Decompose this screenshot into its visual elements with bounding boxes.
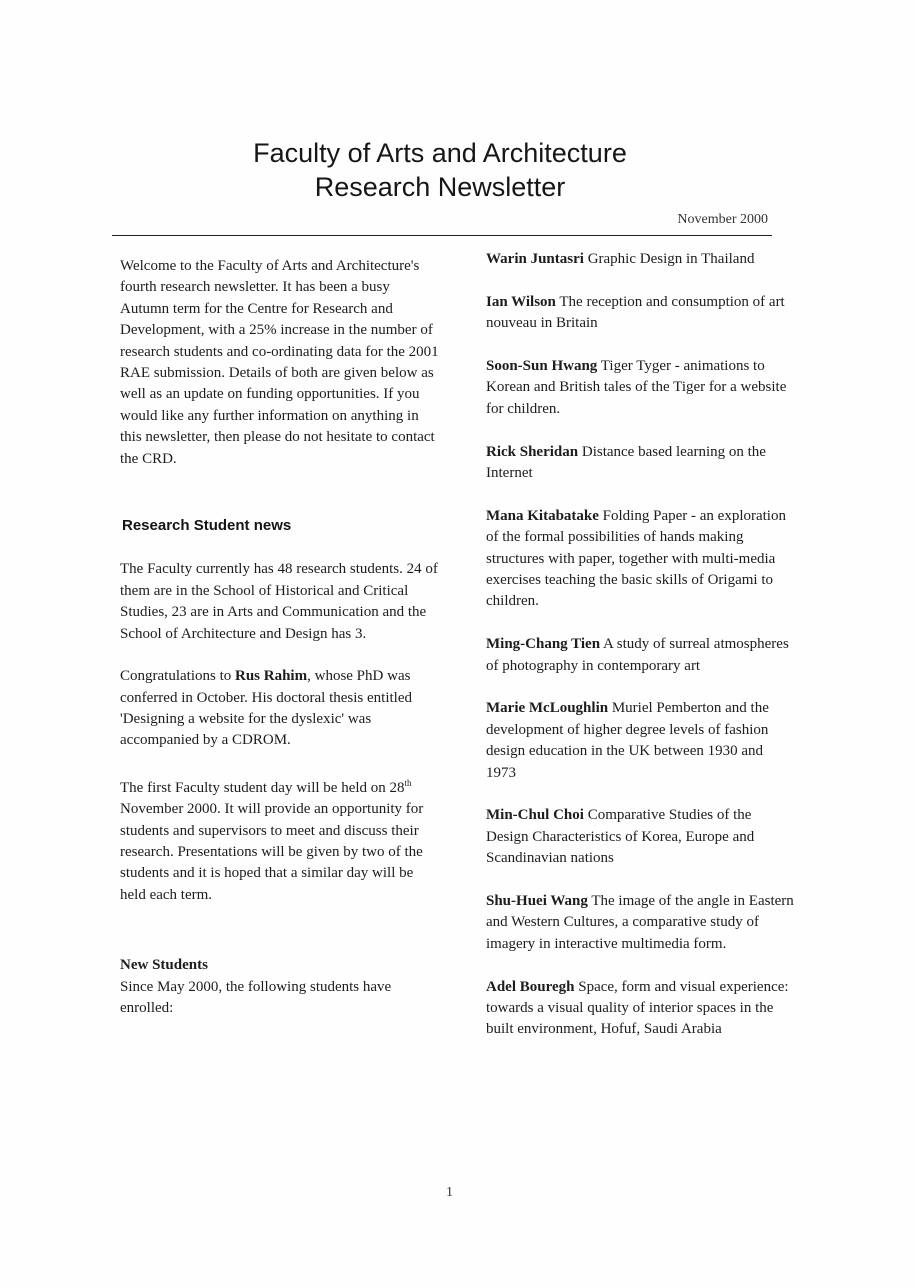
student-entry	[486, 506, 796, 613]
congratulations-paragraph	[120, 666, 440, 752]
left-column	[120, 256, 440, 1019]
student-day-text-after: November 2000. It will provide an opportunity for students and supervisors to meet and discuss their research. Presentations will be given by two of the students and it is hoped that a similar day will be held each term.	[120, 801, 424, 903]
student-topic: Muriel Pemberton and the development of higher degree levels of fashion design education in the UK between 1930 and 1973	[486, 700, 769, 781]
student-name: Shu-Huei Wang	[486, 893, 588, 910]
student-name: Mana Kitabatake	[486, 507, 599, 524]
student-topic: Folding Paper - an exploration of the formal possibilities of hands making structures with paper, together with multi-media exercises teaching the basic skills of Origami to children.	[486, 507, 786, 610]
student-topic: Graphic Design in Thailand	[583, 251, 755, 267]
student-topic: Distance based learning on the Internet	[486, 443, 766, 482]
congratulations-text-before: Congratulations to	[120, 668, 235, 685]
title-line-1: Faculty of Arts and Architecture	[253, 138, 627, 168]
student-name: Adel Bouregh	[486, 978, 575, 995]
student-name: Soon-Sun Hwang	[486, 358, 598, 374]
student-entry	[486, 805, 796, 869]
newsletter-title	[110, 136, 770, 204]
intro-paragraph: Welcome to the Faculty of Arts and Architecture's fourth research newsletter. It has been a busy Autumn term for the Centre for Research and Development, with a 25% increase in the number of research students and co-ordinating data for the 2001 RAE submission. Details of both are given below as well as an update on funding opportunities. If you would like any further information on anything in this newsletter, then please do not hesitate to contact the CRD.	[120, 258, 439, 467]
student-entry	[486, 249, 796, 270]
title-line-2: Research Newsletter	[314, 172, 566, 202]
student-topic: Comparative Studies of the Design Characteristics of Korea, Europe and Scandinavian nations	[486, 807, 755, 867]
student-topic: The reception and consumption of art nouveau in Britain	[486, 293, 785, 332]
student-day-text-before: The first Faculty student day will be held on 28	[120, 779, 405, 796]
student-topic: Space, form and visual experience: towards a visual quality of interior spaces in the built environment, Hofuf, Saudi Arabia	[486, 978, 789, 1038]
page-number: 1	[446, 1185, 453, 1200]
student-entry	[486, 442, 796, 485]
student-entry	[486, 356, 796, 420]
student-day-paragraph	[120, 773, 440, 906]
research-student-news-heading: Research Student news	[122, 517, 292, 535]
new-students-intro: Since May 2000, the following students have enrolled:	[120, 978, 392, 1016]
header-divider	[112, 235, 772, 236]
student-count-paragraph: The Faculty currently has 48 research students. 24 of them are in the School of Historical and Critical Studies, 23 are in Arts and Communication and the School of Architecture and Design has 3.	[120, 561, 438, 642]
date-suffix: th	[404, 777, 412, 788]
congratulations-text-after: , whose PhD was conferred in October. His doctoral thesis entitled 'Designing a website for the dyslexic' was accompanied by a CDROM.	[120, 668, 412, 749]
student-entry	[486, 292, 796, 335]
student-name: Marie McLoughlin	[486, 700, 609, 717]
student-entry	[486, 977, 796, 1041]
student-name: Min-Chul Choi	[486, 807, 584, 824]
student-name: Warin Juntasri	[486, 251, 584, 267]
student-topic: A study of surreal atmospheres of photography in contemporary art	[486, 636, 789, 674]
student-name: Ian Wilson	[486, 293, 556, 310]
student-entry	[486, 634, 796, 677]
student-entry	[486, 891, 796, 955]
graduate-name: Rus Rahim	[235, 668, 308, 685]
student-topic: Tiger Tyger - animations to Korean and British tales of the Tiger for a website for children.	[486, 358, 787, 417]
new-students-heading: New Students	[120, 957, 208, 974]
student-name: Rick Sheridan	[486, 443, 579, 460]
student-name: Ming-Chang Tien	[486, 636, 601, 653]
right-column	[486, 249, 796, 1062]
issue-date: November 2000	[677, 212, 768, 227]
student-entry	[486, 698, 796, 784]
student-topic: The image of the angle in Eastern and Western Cultures, a comparative study of imagery in interactive multimedia form.	[486, 893, 794, 952]
